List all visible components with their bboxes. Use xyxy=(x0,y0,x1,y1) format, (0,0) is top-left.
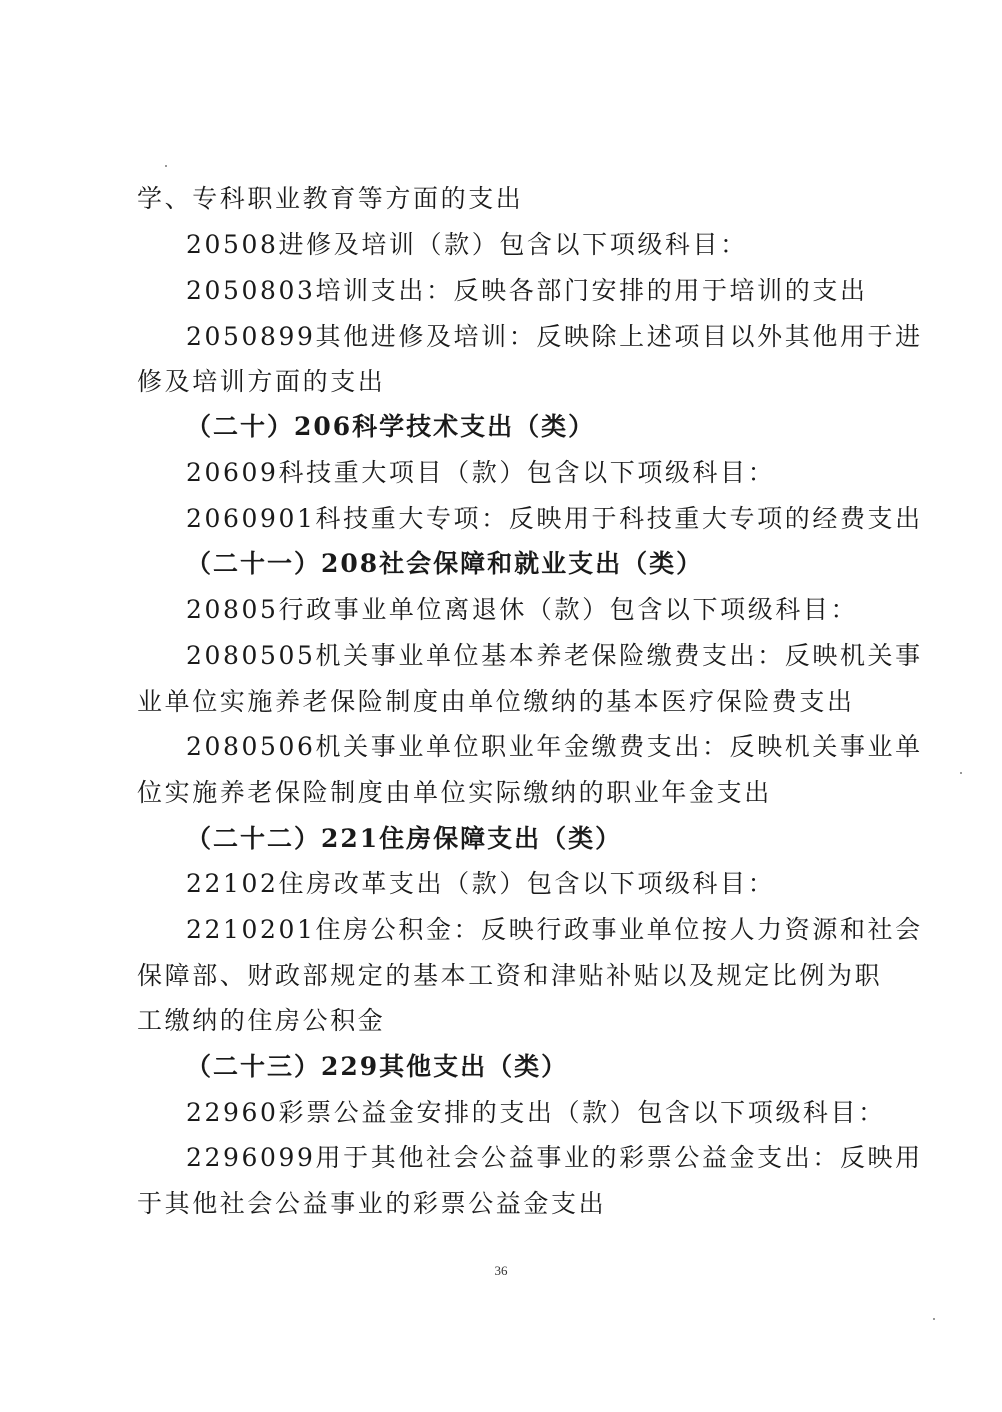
text-line-10: 20805行政事业单位离退休（款）包含以下项级科目： xyxy=(186,595,859,624)
text-line-4: 2050899其他进修及培训：反映除上述项目以外其他用于进 xyxy=(186,322,923,351)
text-line-19: 工缴纳的住房公积金 xyxy=(137,1006,386,1035)
text-line-12: 业单位实施养老保险制度由单位缴纳的基本医疗保险费支出 xyxy=(137,687,855,716)
section-heading-23: （二十三）229其他支出（类） xyxy=(186,1052,569,1081)
text-line-21: 22960彩票公益金安排的支出（款）包含以下项级科目： xyxy=(186,1098,886,1127)
text-line-5: 修及培训方面的支出 xyxy=(137,367,386,396)
text-line-14: 位实施养老保险制度由单位实际缴纳的职业年金支出 xyxy=(137,778,772,807)
text-line-8: 2060901科技重大专项：反映用于科技重大专项的经费支出 xyxy=(186,504,923,533)
text-line-18: 保障部、财政部规定的基本工资和津贴补贴以及规定比例为职 xyxy=(137,961,883,990)
text-line-17: 2210201住房公积金：反映行政事业单位按人力资源和社会 xyxy=(186,915,923,944)
section-heading-21: （二十一）208社会保障和就业支出（类） xyxy=(186,549,704,578)
page-number: 36 xyxy=(494,1263,508,1278)
text-line-22: 2296099用于其他社会公益事业的彩票公益金支出：反映用 xyxy=(186,1143,923,1172)
text-line-1: 学、专科职业教育等方面的支出 xyxy=(137,184,524,213)
scan-speck xyxy=(165,165,167,167)
text-line-3: 2050803培训支出：反映各部门安排的用于培训的支出 xyxy=(186,276,868,305)
scan-speck xyxy=(933,1318,935,1320)
text-line-13: 2080506机关事业单位职业年金缴费支出：反映机关事业单 xyxy=(186,732,923,761)
text-line-16: 22102住房改革支出（款）包含以下项级科目： xyxy=(186,869,776,898)
text-line-11: 2080505机关事业单位基本养老保险缴费支出：反映机关事 xyxy=(186,641,923,670)
text-line-2: 20508进修及培训（款）包含以下项级科目： xyxy=(186,230,748,259)
text-line-23: 于其他社会公益事业的彩票公益金支出 xyxy=(137,1189,607,1218)
section-heading-20: （二十）206科学技术支出（类） xyxy=(186,412,596,441)
text-line-7: 20609科技重大项目（款）包含以下项级科目： xyxy=(186,458,776,487)
scan-speck xyxy=(960,772,962,774)
section-heading-22: （二十二）221住房保障支出（类） xyxy=(186,824,623,853)
